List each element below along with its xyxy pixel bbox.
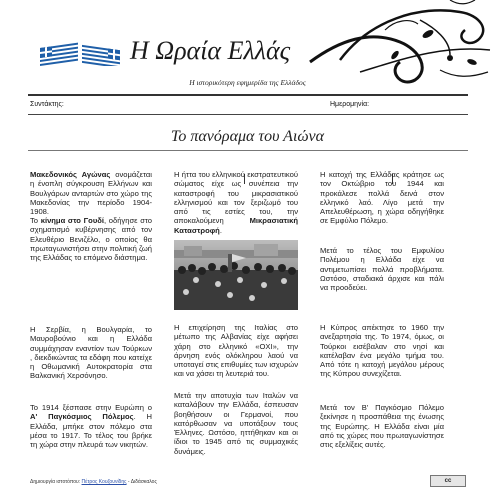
col1-paragraph: Το κίνημα στο Γουδί, οδήγησε στο σχηματισμό κυβέρνησης από τον Ελευθέριο Βενιζέλο, ο οποίος θα πρωταγωνιστήσει στην πολιτική ζωή της Ελλάδας το επόμενο διάστημα. xyxy=(30,216,152,263)
creative-commons-icon[interactable]: cc xyxy=(430,475,466,487)
col1-paragraph: Το 1914 ξέσπασε στην Ευρώπη ο Α' Παγκόσμιος Πόλεμος. Η Ελλάδα, μπήκε στον πόλεμο στα μέσα το 1917. Το τέλος του βρήκε τη χώρα στην πλευρά των νικητών. xyxy=(30,403,152,450)
bold-term: Μικρασιατική Καταστροφή xyxy=(174,216,298,235)
newspaper-title: Η Ωραία Ελλάς xyxy=(130,36,291,65)
date-label: Ημερομηνία: xyxy=(330,101,370,108)
bold-term: κίνημα στο Γουδί xyxy=(40,216,104,225)
footer-credit: Δημιουργία ιστοτόπου: Πέτρος Κουζουνίδης - Διδάσκαλος xyxy=(30,479,157,485)
col1-paragraph: Μακεδονικός Αγώνας ονομάζεται η ένοπλη σύγκρουση Ελλήνων και Βουλγάρων ανταρτών στο χώρο της Μακεδονίας την περίοδο 1904-1908. xyxy=(30,170,152,217)
masthead xyxy=(0,0,495,100)
greek-flag-icon xyxy=(40,42,124,66)
col2-paragraph: Η ήττα του ελληνικού εκστρατευτικού σώματος είχε ως συνέπεια την καταστροφή του μικρασιατικού ελληνισμού και τον ξεριζωμό του από τις εστίες του, την αποκαλούμενη Μικρασιατική Καταστροφή. xyxy=(174,170,298,235)
col2-paragraph: Η επιχείρηση της Ιταλίας στο μέτωπο της Αλβανίας είχε αφήσει χάρη στο ελληνικό «OXI», την άρνηση ενός ολόκληρου λαού να υποταγεί στις επιθυμίες των ισχυρών και να χάσει τη λευτεριά του. xyxy=(174,323,298,379)
newspaper-subtitle: Η ιστορικότερη εφημερίδα της Ελλάδος xyxy=(189,78,306,87)
author-link[interactable]: Πέτρος Κουζουνίδης xyxy=(81,479,127,485)
col3-paragraph: Η Κύπρος απέκτησε το 1960 την ανεξαρτησία της. Το 1974, όμως, οι Τούρκοι εισέβαλαν στο νησί και κατέλαβαν ένα μεγάλο τμήμα του. Από τότε η κατοχή μεγάλου μέρους της Κύπρου συνεχίζεται. xyxy=(320,323,444,379)
bold-term: Α' Παγκόσμιος Πόλεμος xyxy=(30,412,134,422)
headline: Το πανόραμα του Αιώνα xyxy=(170,128,325,145)
col3-paragraph: Μετά το τέλος του Εμφυλίου Πολέμου η Ελλάδα είχε να αντιμετωπίσει πολλά προβλήματα. Ωστόσο, σταδιακά άρχισε και πάλι να προοδεύει. xyxy=(320,246,444,293)
divider xyxy=(28,114,468,115)
col3-paragraph: Μετά τον Β' Παγκόσμιο Πόλεμο ξεκίνησε η προσπάθεια της ένωσης της Ευρώπης. Η Ελλάδα είναι μία από τις χώρες που πρωταγωνίστησε στις εξελίξεις αυτές. xyxy=(320,403,444,450)
divider xyxy=(28,94,468,96)
divider xyxy=(28,150,468,151)
bold-term: Μακεδονικός Αγώνας xyxy=(30,170,111,179)
col2-paragraph: Μετά την αποτυχία των Ιταλών να καταλάβουν την Ελλάδα, έσπευσαν βοηθήσουν οι Γερμανοί, που κατόρθωσαν να υποτάξουν τους Έλληνες. Ωστόσο, ηττήθηκαν και οι ίδιοι το 1945 από τις συμμαχικές δυνάμεις. xyxy=(174,391,298,456)
authors-label: Συντάκτης: xyxy=(30,101,64,108)
col3-paragraph: Η κατοχή της Ελλάδας κράτησε ως τον Οκτώβριο του 1944 και προκάλεσε πολλά δεινά στον ελληνικό λαό. Λίγο μετά την Απελευθέρωση, η χώρα οδηγήθηκε σε Εμφύλιο Πόλεμο. xyxy=(320,170,444,226)
historical-photo xyxy=(174,240,298,310)
col1-paragraph: Η Σερβία, η Βουλγαρία, το Μαυροβούνιο και η Ελλάδα συμμάχησαν εναντίον των Τούρκων , διεκδικώντας τα εδάφη που κατείχε η Οθωμανική Αυτοκρατορία στα Βαλκανική Χερσόνησο. xyxy=(30,325,152,381)
